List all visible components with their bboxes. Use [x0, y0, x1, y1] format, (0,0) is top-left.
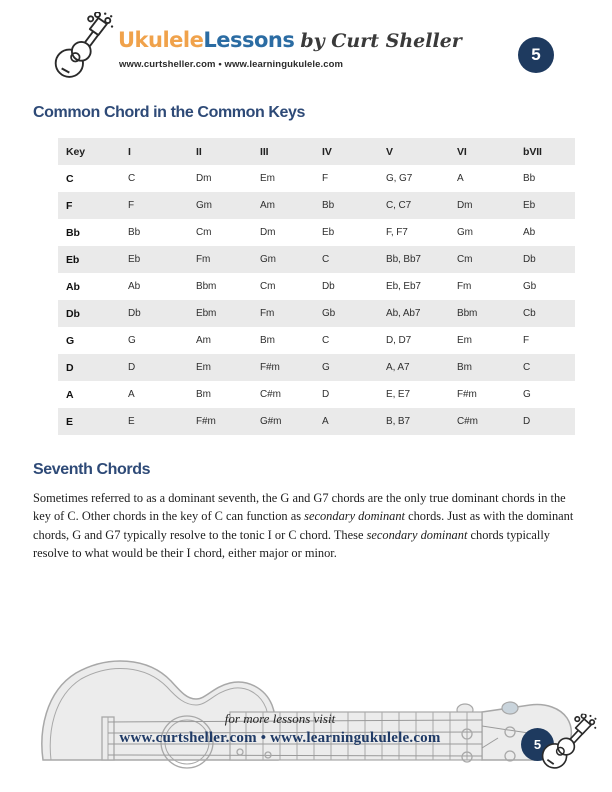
table-cell: A, A7 [386, 362, 410, 373]
logo-word-lessons: Lessons [203, 28, 295, 52]
table-cell: C#m [260, 389, 281, 400]
section-title-seventh-chords: Seventh Chords [33, 461, 151, 478]
table-cell: Am [260, 200, 275, 211]
table-cell: Gm [260, 254, 276, 265]
table-cell: F [523, 335, 530, 346]
column-header: Key [66, 145, 85, 158]
table-row [58, 381, 575, 408]
table-cell: G [128, 335, 136, 346]
table-cell: Fm [196, 254, 211, 265]
page-number: 5 [531, 45, 541, 64]
footer-page-number: 5 [533, 737, 542, 752]
table-cell: Bb [523, 173, 536, 184]
table-row [58, 246, 575, 273]
page-number-badge [518, 37, 554, 73]
chord-table [58, 138, 575, 435]
table-cell: G, G7 [386, 173, 413, 184]
logo-word-ukulele: Ukulele [118, 28, 204, 52]
paragraph-text: chords typically resolve to what would be their I chord, either major or minor. [33, 527, 550, 561]
footer-ukulele-doodle-icon [538, 709, 598, 776]
column-header: V [386, 145, 393, 158]
table-cell: C, C7 [386, 200, 412, 211]
table-cell: Ab [128, 281, 141, 292]
table-row [58, 408, 575, 435]
table-row [58, 165, 575, 192]
table-row [58, 300, 575, 327]
table-cell: F, F7 [386, 227, 408, 238]
table-cell: Eb [523, 200, 536, 211]
key-cell: Bb [66, 226, 80, 239]
table-cell: Cm [196, 227, 212, 238]
table-cell: A [457, 173, 464, 184]
table-cell: Db [322, 281, 335, 292]
table-cell: E [128, 416, 135, 427]
table-cell: B, B7 [386, 416, 410, 427]
column-header: VI [457, 145, 467, 158]
column-header: III [260, 145, 269, 158]
table-cell: C#m [457, 416, 478, 427]
table-cell: Bm [457, 362, 472, 373]
table-cell: G [322, 362, 330, 373]
table-cell: Bb [322, 200, 335, 211]
table-cell: Cm [260, 281, 276, 292]
table-cell: A [128, 389, 135, 400]
ukulele-doodle-icon [50, 12, 116, 82]
table-cell: D, D7 [386, 335, 412, 346]
column-header: II [196, 145, 202, 158]
section-title-common-chords: Common Chord in the Common Keys [33, 104, 306, 121]
column-header: I [128, 145, 131, 158]
table-cell: Db [128, 308, 141, 319]
table-cell: Ab, Ab7 [386, 308, 421, 319]
table-cell: C [128, 173, 136, 184]
table-cell: C [322, 335, 330, 346]
table-cell: F#m [196, 416, 216, 427]
table-cell: G [523, 389, 531, 400]
table-cell: Eb [322, 227, 335, 238]
column-header: bVII [523, 145, 542, 158]
table-cell: Dm [260, 227, 276, 238]
table-cell: Gm [457, 227, 473, 238]
table-header-row [58, 138, 575, 165]
header-website-links[interactable]: www.curtsheller.com • www.learningukulele.com [119, 59, 344, 70]
table-cell: E, E7 [386, 389, 410, 400]
table-cell: Gb [322, 308, 336, 319]
key-cell: D [66, 361, 74, 374]
table-cell: Am [196, 335, 211, 346]
table-cell: F [128, 200, 135, 211]
seventh-chords-paragraph [33, 489, 585, 563]
emphasized-text: secondary dominant [366, 527, 468, 542]
key-cell: E [66, 415, 73, 428]
table-cell: Ab [523, 227, 536, 238]
paragraph-text: Sometimes referred to as a dominant seventh, the G and G7 chords are the only true dominant chords in the key of C. Other chords in the key of C can function as [33, 491, 566, 524]
key-cell: Ab [66, 280, 80, 293]
table-cell: A [322, 416, 329, 427]
table-cell: Cm [457, 254, 473, 265]
table-cell: Fm [457, 281, 472, 292]
table-cell: Bm [196, 389, 211, 400]
table-cell: Fm [260, 308, 275, 319]
table-cell: Db [523, 254, 536, 265]
table-cell: Em [196, 362, 211, 373]
key-cell: G [66, 334, 75, 347]
table-cell: Gm [196, 200, 212, 211]
table-cell: D [322, 389, 330, 400]
footer-website-links[interactable]: www.curtsheller.com • www.learningukulele.com [119, 730, 441, 746]
table-cell: Em [457, 335, 472, 346]
table-cell: Eb, Eb7 [386, 281, 421, 292]
column-header: IV [322, 145, 332, 158]
table-cell: Ebm [196, 308, 217, 319]
logo-byline: by Curt Sheller [300, 30, 462, 52]
footer-tagline: for more lessons visit [224, 711, 336, 726]
table-row [58, 219, 575, 246]
table-row [58, 192, 575, 219]
logo-title [118, 28, 462, 52]
table-row [58, 327, 575, 354]
table-cell: Bbm [196, 281, 217, 292]
table-row [58, 354, 575, 381]
table-cell: D [128, 362, 136, 373]
table-cell: Eb [128, 254, 141, 265]
table-cell: C [322, 254, 330, 265]
table-cell: F#m [260, 362, 280, 373]
table-cell: F [322, 173, 329, 184]
table-cell: Bbm [457, 308, 478, 319]
table-cell: Cb [523, 308, 536, 319]
table-cell: Bb, Bb7 [386, 254, 421, 265]
table-cell: C [523, 362, 531, 373]
key-cell: Eb [66, 253, 80, 266]
emphasized-text: secondary dominant [304, 509, 405, 524]
paragraph-text: chords. Just as with the dominant chords, G and G7 typically resolve to the tonic I or C chord. These [33, 509, 574, 542]
key-cell: F [66, 199, 73, 212]
table-cell: D [523, 416, 531, 427]
table-cell: G#m [260, 416, 282, 427]
table-cell: Bm [260, 335, 275, 346]
table-cell: F#m [457, 389, 477, 400]
table-cell: Gb [523, 281, 537, 292]
table-cell: Em [260, 173, 275, 184]
table-cell: Bb [128, 227, 141, 238]
key-cell: Db [66, 307, 80, 320]
key-cell: A [66, 388, 74, 401]
table-cell: Dm [196, 173, 212, 184]
table-cell: Dm [457, 200, 473, 211]
table-row [58, 273, 575, 300]
key-cell: C [66, 172, 74, 185]
